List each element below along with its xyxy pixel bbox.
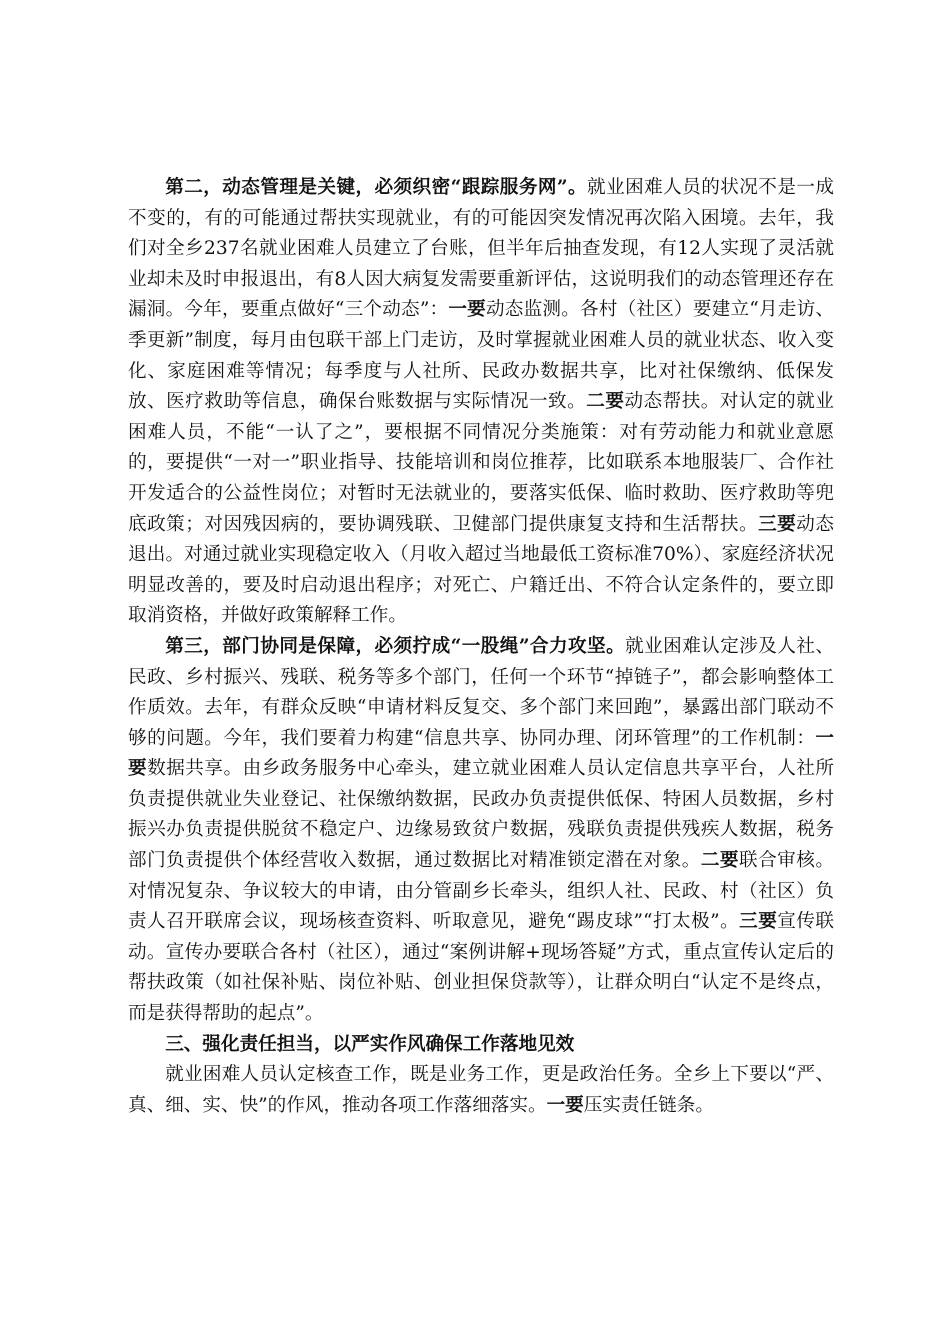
paragraph-text: 就业困难认定涉及人社、民政、乡村振兴、残联、税务等多个部门，任何一个环节“掉链子”，都会影响整体工作质效。去年，有群众反映“申请材料反复交、多个部门来回跑”，暴露出部门联动不够的问题。今年，我们要着力构建“信息共享、协同办理、闭环管理”的工作机制： [128, 635, 834, 749]
paragraph-text: 数据共享。由乡政务服务中心牵头，建立就业困难人员认定信息共享平台，人社所负责提供就业失业登记、社保缴纳数据，民政办负责提供低保、特困人员数据，乡村振兴办负责提供脱贫不稳定户、边缘易致贫户数据，残联负责提供残疾人数据，税务部门负责提供个体经营收入数据，通过数据比对精准锁定潜在对象。 [128, 758, 834, 872]
keyword-second: 二要 [700, 850, 739, 872]
paragraph-lead: 第三，部门协同是保障，必须拧成“一股绳”合力攻坚。 [165, 635, 626, 657]
document-body [128, 173, 834, 1121]
paragraph-lead: 第二，动态管理是关键，必须织密“跟踪服务网”。 [165, 177, 588, 198]
paragraph-responsibility [128, 1060, 834, 1121]
paragraph-text: 就业困难人员的状况不是一成不变的，有的可能通过帮扶实现就业，有的可能因突发情况再次陷入困境。去年，我们对全乡237名就业困难人员建立了台账，但半年后抽查发现，有12人实现了灵活就业却未及时申报退出，有8人因大病复发需要重新评估，这说明我们的动态管理还存在漏洞。今年，要重点做好“三个动态”： [128, 177, 834, 321]
paragraph-text: 动态帮扶。对认定的就业困难人员，不能“一认了之”，要根据不同情况分类施策：对有劳动能力和就业意愿的，要提供“一对一”职业指导、技能培训和岗位推荐，比如联系本地服装厂、合作社开发适合的公益性岗位；对暂时无法就业的，要落实低保、临时救助、医疗救助等兜底政策；对因残因病的，要协调残联、卫健部门提供康复支持和生活帮扶。 [128, 391, 834, 535]
keyword-first: 一要 [128, 727, 834, 780]
section-heading: 三、强化责任担当，以严实作风确保工作落地见效 [165, 1033, 575, 1055]
paragraph-text: 就业困难人员认定核查工作，既是业务工作，更是政治任务。全乡上下要以“严、真、细、实、快”的作风，推动各项工作落细落实。 [128, 1064, 834, 1116]
paragraph-text: 动态监测。各村（社区）要建立“月走访、季更新”制度，每月由包联干部上门走访，及时掌握就业困难人员的就业状态、收入变化、家庭困难等情况；每季度与人社所、民政办数据共享，比对社保缴纳、低保发放、医疗救助等信息，确保台账数据与实际情况一致。 [128, 299, 834, 413]
keyword-first: 一要 [448, 299, 486, 321]
keyword-third: 三要 [739, 911, 778, 933]
paragraph-text: 压实责任链条。 [583, 1094, 714, 1116]
paragraph-department-coordination [128, 632, 834, 1030]
paragraph-text: 动态退出。对通过就业实现稳定收入（月收入超过当地最低工资标准70%）、家庭经济状况明显改善的，要及时启动退出程序；对死亡、户籍迁出、不符合认定条件的，要立即取消资格，并做好政策解释工作。 [128, 513, 834, 627]
paragraph-text: 宣传联动。宣传办要联合各村（社区），通过“案例讲解+现场答疑”方式，重点宣传认定后的帮扶政策（如社保补贴、岗位补贴、创业担保贷款等），让群众明白“认定不是终点，而是获得帮助的起点”。 [128, 911, 834, 1025]
keyword-first: 一要 [546, 1094, 584, 1116]
keyword-second: 二要 [586, 391, 625, 413]
keyword-third: 三要 [758, 513, 797, 535]
paragraph-text: 联合审核。对情况复杂、争议较大的申请，由分管副乡长牵头，组织人社、民政、村（社区）负责人召开联席会议，现场核查资料、听取意见，避免“踢皮球”“打太极”。 [128, 850, 834, 933]
paragraph-dynamic-management [128, 173, 834, 632]
